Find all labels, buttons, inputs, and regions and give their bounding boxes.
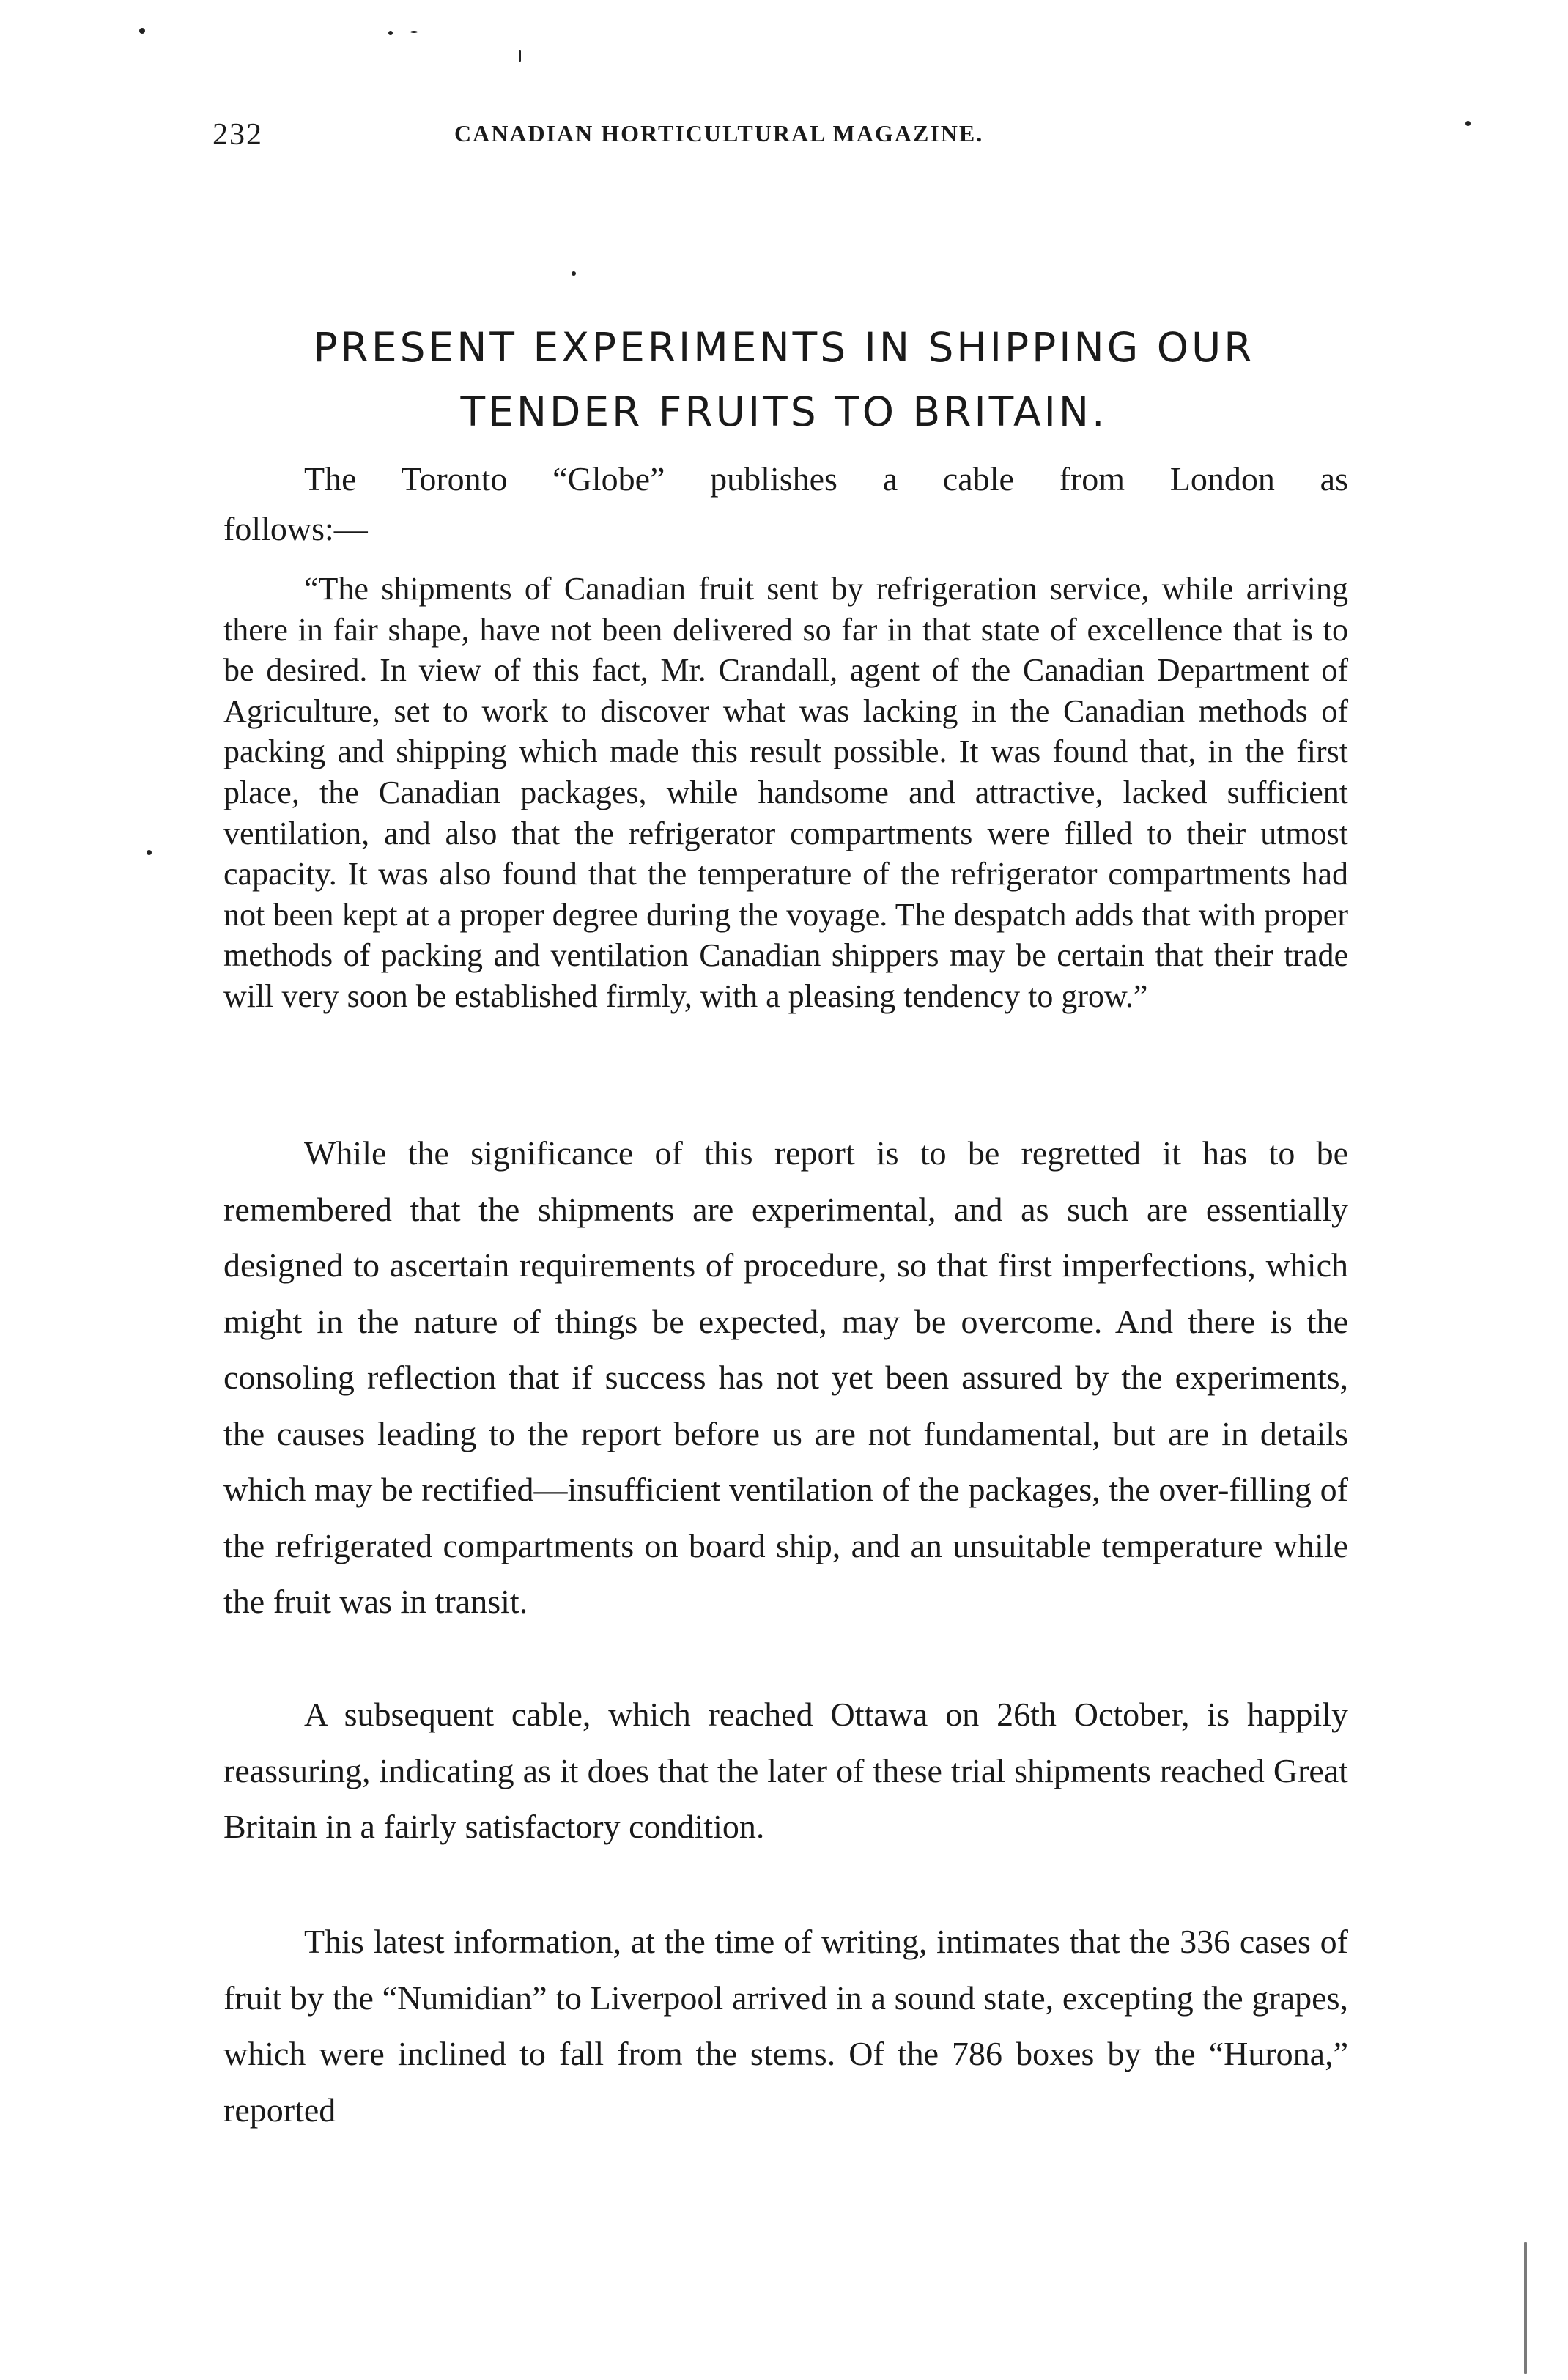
scan-speck <box>519 50 521 62</box>
body-paragraph-3: This latest information, at the time of writing, intimates that the 336 cases of fruit by the “Numidian” to Liverpool arrived in a sound state, excepting the grapes, which were inclined to fall from the stems. Of the 786 boxes by the “Hurona,” reported <box>223 1923 1348 2129</box>
quoted-cable: “The shipments of Canadian fruit sent by refrigeration service, while arriving there in fair shape, have not been delivered so far in that state of excellence that is to be desired. In view of this fact, Mr. Crandall, agent of the Canadian Department of Agriculture, set to work to discover what was lacking in the Canadian methods of packing and shipping which made this result possible. It was found that, in the first place, the Canadian packages, while handsome and attractive, lacked sufficient ventilation, and also that the refrigerator compartments were filled to their utmost capacity. It was also found that the temperature of the refrigerator compartments had not been kept at a proper degree during the voyage. The despatch adds that with proper methods of packing and ventilation Canadian shippers may be certain that their trade will very soon be established firmly, with a pleasing tendency to grow.” <box>223 571 1348 1014</box>
scan-speck <box>572 271 576 276</box>
page-number: 232 <box>212 118 263 152</box>
running-header <box>212 117 1348 161</box>
running-title: CANADIAN HORTICULTURAL MAGAZINE. <box>454 120 984 147</box>
scan-speck <box>1465 121 1471 126</box>
intro-line-2: follows:— <box>223 510 368 547</box>
scan-speck <box>139 28 145 34</box>
body-paragraph-1: While the significance of this report is to be regretted it has to be remembered that the shipments are experimental, and as such are essentially designed to ascertain requirements of procedure, so that first imperfections, which might in the nature of things be expected, may be overcome. And there is the consoling reflection that if success has not yet been assured by the experiments, the causes leading to the report before us are not fundamental, but are in details which may be rectified—insufficient ventilation of the packages, the over-filling of the refrigerated compartments on board ship, and an unsuitable temperature while the fruit was in transit. <box>223 1134 1348 1620</box>
article-title-line-1: PRESENT EXPERIMENTS IN SHIPPING OUR <box>313 324 1255 371</box>
scan-speck <box>147 850 152 855</box>
intro-line-1: The Toronto “Globe” publishes a cable from London as <box>304 460 1348 498</box>
article-title-line-2: TENDER FRUITS TO BRITAIN. <box>460 388 1108 435</box>
body-paragraph-2: A subsequent cable, which reached Ottawa on 26th October, is happily reassuring, indicating as it does that the later of these trial shipments reached Great Britain in a fairly satisfactory condition. <box>223 1696 1348 1845</box>
intro-paragraph <box>223 454 1348 554</box>
scan-speck <box>1524 2242 1527 2374</box>
article-title <box>212 315 1356 444</box>
scan-speck <box>388 31 393 35</box>
scan-speck <box>410 31 418 33</box>
